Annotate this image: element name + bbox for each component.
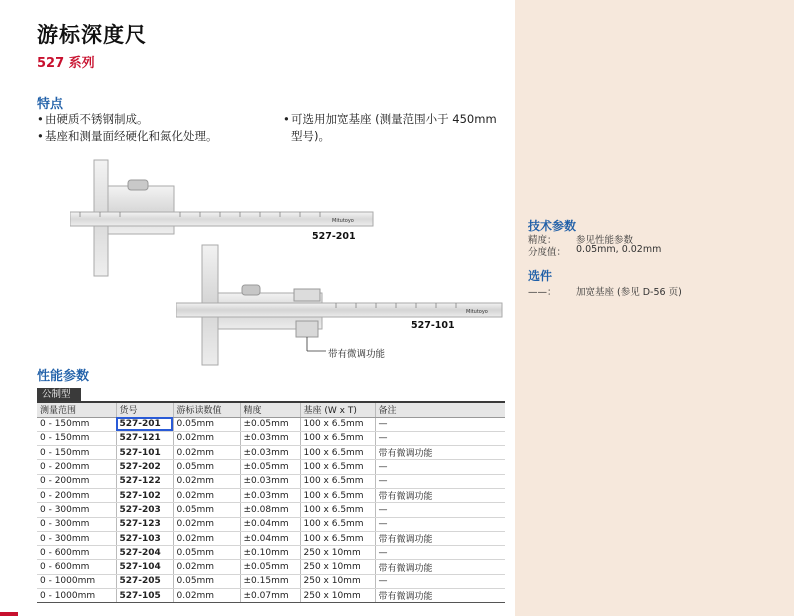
tech-specs-heading: 技术参数	[528, 219, 577, 233]
performance-table	[37, 403, 505, 603]
cell-notes: —	[375, 431, 505, 445]
cell-accuracy: ±0.03mm	[240, 446, 300, 460]
cell-model: 527-101	[116, 446, 173, 460]
cell-accuracy: ±0.03mm	[240, 474, 300, 488]
cell-base: 100 x 6.5mm	[300, 446, 375, 460]
table-row[interactable]	[37, 531, 505, 545]
cell-vernier: 0.05mm	[173, 503, 240, 517]
cell-notes: —	[375, 474, 505, 488]
cell-model: 527-205	[116, 574, 173, 588]
cell-range: 0 - 150mm	[37, 417, 116, 431]
table-row[interactable]	[37, 488, 505, 502]
table-row[interactable]	[37, 417, 505, 431]
table-row[interactable]	[37, 460, 505, 474]
right-sidebar-panel	[515, 0, 794, 616]
cell-accuracy: ±0.04mm	[240, 531, 300, 545]
tech-spec-row: 分度值： 0.05mm, 0.02mm	[528, 244, 662, 258]
cell-accuracy: ±0.03mm	[240, 488, 300, 502]
cell-notes: —	[375, 503, 505, 517]
table-row[interactable]	[37, 589, 505, 603]
cell-notes: —	[375, 574, 505, 588]
cell-base: 100 x 6.5mm	[300, 488, 375, 502]
cell-vernier: 0.02mm	[173, 589, 240, 603]
table-row[interactable]	[37, 517, 505, 531]
cell-vernier: 0.02mm	[173, 431, 240, 445]
cell-vernier: 0.02mm	[173, 531, 240, 545]
brand-logo: Mitutoyo	[332, 218, 354, 224]
cell-base: 100 x 6.5mm	[300, 460, 375, 474]
table-row[interactable]	[37, 574, 505, 588]
cell-vernier: 0.05mm	[173, 546, 240, 560]
brand-logo: Mitutoyo	[466, 309, 488, 315]
table-row[interactable]	[37, 503, 505, 517]
cell-vernier: 0.05mm	[173, 460, 240, 474]
cell-notes: —	[375, 460, 505, 474]
cell-accuracy: ±0.05mm	[240, 417, 300, 431]
figure-label-527-201: 527-201	[312, 231, 356, 242]
feature-item: • 可选用加宽基座 (测量范围小于 450mm	[283, 112, 497, 126]
cell-accuracy: ±0.15mm	[240, 574, 300, 588]
col-header-accuracy: 精度	[240, 403, 300, 417]
series-subtitle: 527 系列	[37, 56, 95, 71]
cell-model: 527-202	[116, 460, 173, 474]
cell-accuracy: ±0.08mm	[240, 503, 300, 517]
performance-heading: 性能参数	[37, 369, 90, 384]
table-row[interactable]	[37, 431, 505, 445]
cell-range: 0 - 200mm	[37, 460, 116, 474]
cell-base: 250 x 10mm	[300, 589, 375, 603]
cell-model: 527-102	[116, 488, 173, 502]
features-list-right	[283, 111, 513, 145]
cell-model: 527-105	[116, 589, 173, 603]
cell-model: 527-203	[116, 503, 173, 517]
feature-item-continuation: 型号)。	[291, 129, 330, 143]
cell-notes: —	[375, 546, 505, 560]
col-header-notes: 备注	[375, 403, 505, 417]
options-heading: 选件	[528, 269, 553, 283]
cell-range: 0 - 150mm	[37, 431, 116, 445]
cell-vernier: 0.02mm	[173, 488, 240, 502]
cell-model: 527-103	[116, 531, 173, 545]
cell-range: 0 - 300mm	[37, 503, 116, 517]
cell-notes: 带有微调功能	[375, 589, 505, 603]
option-row: ——： 加宽基座 (参见 D-56 页)	[528, 287, 682, 298]
cell-vernier: 0.02mm	[173, 517, 240, 531]
cell-base: 100 x 6.5mm	[300, 517, 375, 531]
cell-vernier: 0.02mm	[173, 446, 240, 460]
cell-model: 527-104	[116, 560, 173, 574]
col-header-model: 货号	[116, 403, 173, 417]
cell-base: 250 x 10mm	[300, 560, 375, 574]
features-heading: 特点	[37, 97, 64, 112]
cell-range: 0 - 300mm	[37, 517, 116, 531]
cell-base: 250 x 10mm	[300, 546, 375, 560]
cell-model: 527-123	[116, 517, 173, 531]
cell-notes: —	[375, 417, 505, 431]
table-row[interactable]	[37, 546, 505, 560]
cell-notes: 带有微调功能	[375, 488, 505, 502]
cell-range: 0 - 200mm	[37, 474, 116, 488]
cell-notes: 带有微调功能	[375, 446, 505, 460]
col-header-range: 测量范围	[37, 403, 116, 417]
cell-accuracy: ±0.05mm	[240, 560, 300, 574]
cell-model: 527-122	[116, 474, 173, 488]
cell-vernier: 0.02mm	[173, 474, 240, 488]
table-row[interactable]	[37, 474, 505, 488]
cell-range: 0 - 1000mm	[37, 589, 116, 603]
fine-adjust-callout: 带有微调功能	[328, 349, 386, 360]
features-list-left	[37, 111, 218, 145]
page-edge-marker	[0, 612, 18, 616]
cell-base: 100 x 6.5mm	[300, 503, 375, 517]
cell-range: 0 - 150mm	[37, 446, 116, 460]
table-row[interactable]	[37, 560, 505, 574]
cell-range: 0 - 600mm	[37, 560, 116, 574]
col-header-base: 基座 (W x T)	[300, 403, 375, 417]
cell-vernier: 0.05mm	[173, 574, 240, 588]
cell-notes: —	[375, 517, 505, 531]
cell-accuracy: ±0.03mm	[240, 431, 300, 445]
cell-base: 100 x 6.5mm	[300, 474, 375, 488]
cell-base: 100 x 6.5mm	[300, 431, 375, 445]
cell-notes: 带有微调功能	[375, 560, 505, 574]
cell-notes: 带有微调功能	[375, 531, 505, 545]
tech-spec-row: 精度： 参见性能参数	[528, 235, 634, 246]
cell-base: 100 x 6.5mm	[300, 417, 375, 431]
cell-range: 0 - 300mm	[37, 531, 116, 545]
table-row[interactable]	[37, 446, 505, 460]
cell-base: 250 x 10mm	[300, 574, 375, 588]
cell-range: 0 - 600mm	[37, 546, 116, 560]
cell-base: 100 x 6.5mm	[300, 531, 375, 545]
table-header-row	[37, 403, 505, 417]
cell-range: 0 - 200mm	[37, 488, 116, 502]
cell-range: 0 - 1000mm	[37, 574, 116, 588]
cell-vernier: 0.02mm	[173, 560, 240, 574]
cell-model: 527-204	[116, 546, 173, 560]
feature-item: • 基座和测量面经硬化和氮化处理。	[37, 129, 218, 143]
cell-vernier: 0.05mm	[173, 417, 240, 431]
cell-accuracy: ±0.07mm	[240, 589, 300, 603]
cell-model: 527-201	[116, 417, 173, 431]
cell-accuracy: ±0.05mm	[240, 460, 300, 474]
col-header-vernier: 游标读数值	[173, 403, 240, 417]
page-title: 游标深度尺	[37, 23, 147, 47]
figure-label-527-101: 527-101	[411, 320, 455, 331]
cell-accuracy: ±0.10mm	[240, 546, 300, 560]
cell-accuracy: ±0.04mm	[240, 517, 300, 531]
feature-item: • 由硬质不锈钢制成。	[37, 112, 149, 126]
cell-model: 527-121	[116, 431, 173, 445]
metric-tab-label: 公制型	[37, 388, 81, 401]
